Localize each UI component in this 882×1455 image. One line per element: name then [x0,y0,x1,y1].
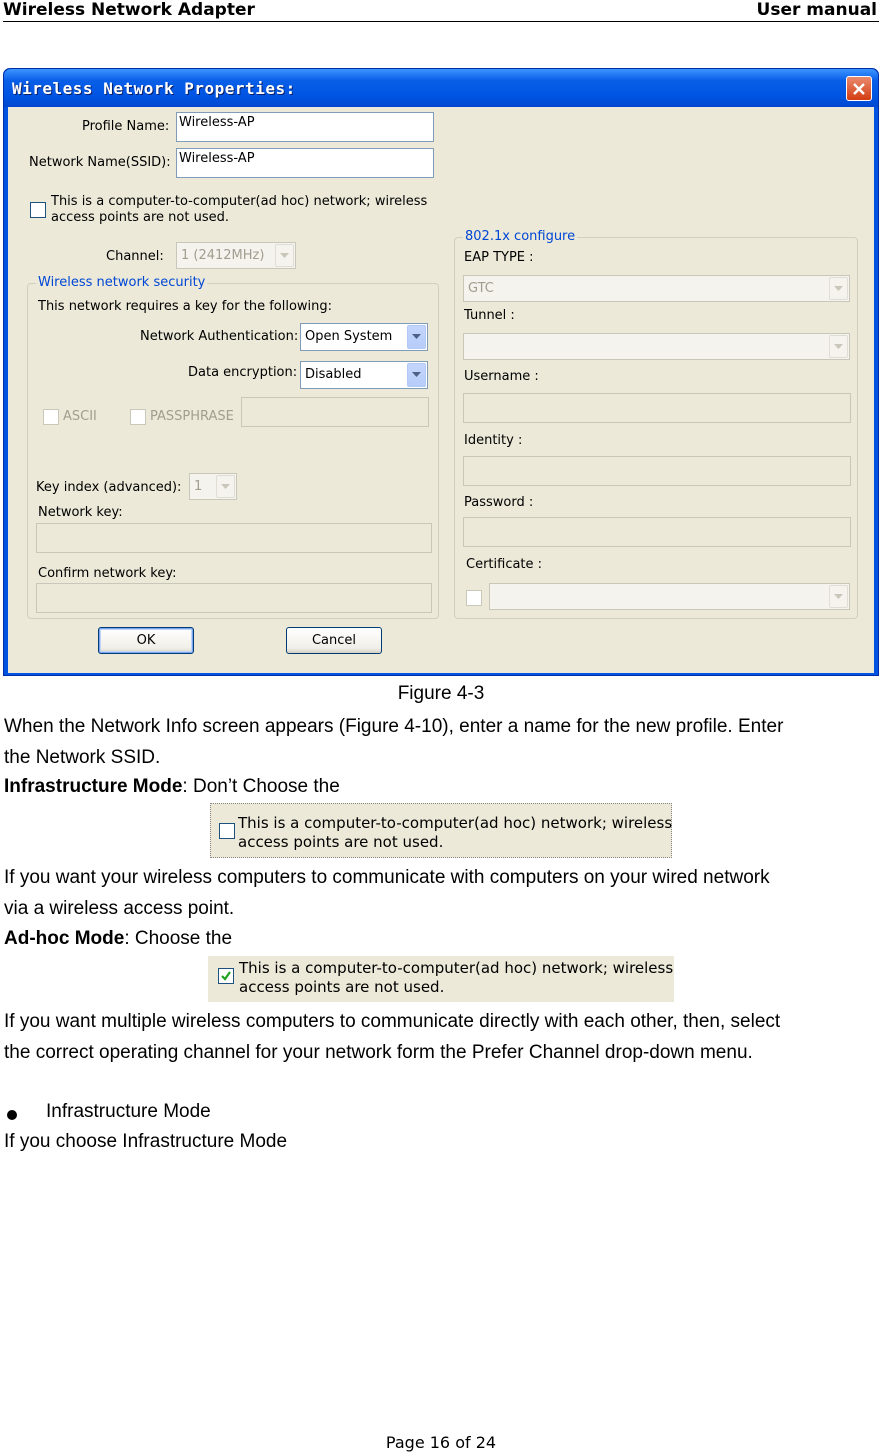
header-doc-type: User manual [756,0,877,20]
infrastructure-line [4,775,340,799]
page-header [3,0,879,22]
chevron-down-icon [412,334,421,340]
chevron-down-icon [412,372,421,378]
chevron-down-icon [834,594,843,600]
confirm-key-label: Confirm network key: [38,566,177,581]
adhoc-text: : Choose the [124,928,233,949]
last-line: If you choose Infrastructure Mode [4,1131,288,1152]
close-button[interactable] [846,76,872,101]
confirm-key-input[interactable] [36,583,432,613]
chevron-down-icon [280,253,289,259]
chevron-down-icon [221,484,230,490]
check-icon [219,969,233,983]
username-input[interactable] [463,393,851,423]
chevron-down-icon [834,344,843,350]
passphrase-checkbox[interactable] [130,409,146,425]
key-index-select[interactable]: 1 [189,473,237,500]
para1-line1: When the Network Info screen appears (Figure 4-10), enter a name for the new profile. Enter [4,716,784,737]
ascii-label: ASCII [63,409,97,424]
security-requires-text: This network requires a key for the following: [38,299,333,314]
header-title: Wireless Network Adapter [3,0,255,20]
para1-line2: the Network SSID. [4,747,161,768]
profile-name-label: Profile Name: [82,119,170,134]
bullet-icon [7,1110,17,1120]
cancel-button[interactable]: Cancel [286,627,382,654]
channel-label: Channel: [106,249,164,264]
certificate-checkbox[interactable] [466,590,482,606]
eap-group-title: 802.1x configure [465,229,576,244]
infrastructure-snippet [210,803,672,858]
page-number: Page 16 of 24 [385,1433,497,1452]
figure-caption: Figure 4-3 [397,683,485,704]
ascii-checkbox[interactable] [43,409,59,425]
adhoc-line [4,927,232,951]
bullet-item: Infrastructure Mode [46,1101,211,1122]
chevron-down-icon [834,286,843,292]
wireless-properties-dialog [3,68,879,676]
identity-input[interactable] [463,456,851,486]
adhoc-label-line2: access points are not used. [51,210,229,225]
password-input[interactable] [463,517,851,547]
infrastructure-text: : Don’t Choose the [182,776,340,797]
dialog-client-area [8,107,874,673]
adhoc-heading: Ad-hoc Mode [4,928,125,949]
encryption-label: Data encryption: [188,365,298,380]
auth-select[interactable]: Open System [300,323,428,351]
network-key-label: Network key: [38,505,123,520]
snippet-line2: access points are not used. [238,833,444,851]
snippet-line1: This is a computer-to-computer(ad hoc) network; wireless [239,959,674,977]
ssid-label: Network Name(SSID): [29,155,171,170]
snippet-unchecked-checkbox [219,823,235,839]
close-icon [852,82,866,96]
eap-type-select[interactable]: GTC [463,275,850,302]
channel-select[interactable]: 1 (2412MHz) [176,242,296,269]
security-group-title: Wireless network security [38,275,206,290]
identity-label: Identity : [464,433,523,448]
snippet-line2: access points are not used. [239,978,445,996]
profile-name-input[interactable]: Wireless-AP [176,112,434,142]
certificate-label: Certificate : [466,557,543,572]
adhoc-label-line1: This is a computer-to-computer(ad hoc) network; wireless [51,194,428,209]
passphrase-label: PASSPHRASE [150,409,234,424]
passphrase-input[interactable] [241,397,429,427]
key-index-label: Key index (advanced): [36,480,182,495]
adhoc-snippet [208,956,674,1002]
infra-desc-line1: If you want your wireless computers to communicate with computers on your wired network [4,867,770,888]
adhoc-desc-line2: the correct operating channel for your network form the Prefer Channel drop-down menu. [4,1042,753,1063]
snippet-line1: This is a computer-to-computer(ad hoc) network; wireless [238,814,673,832]
infra-desc-line2: via a wireless access point. [4,898,235,919]
ssid-input[interactable]: Wireless-AP [176,148,434,178]
snippet-checked-checkbox [218,968,234,984]
certificate-select[interactable] [489,583,850,610]
infrastructure-heading: Infrastructure Mode [4,776,183,797]
tunnel-label: Tunnel : [464,308,515,323]
dialog-title: Wireless Network Properties: [12,79,296,98]
tunnel-select[interactable] [463,333,850,360]
network-key-input[interactable] [36,523,432,553]
encryption-select[interactable]: Disabled [300,361,428,389]
auth-label: Network Authentication: [140,329,299,344]
password-label: Password : [464,495,534,510]
dialog-titlebar [4,69,878,107]
ok-button[interactable]: OK [98,627,194,654]
username-label: Username : [464,369,539,384]
eap-type-label: EAP TYPE : [464,250,534,265]
adhoc-checkbox[interactable] [30,202,46,218]
adhoc-desc-line1: If you want multiple wireless computers to communicate directly with each other, then, select [4,1011,781,1032]
